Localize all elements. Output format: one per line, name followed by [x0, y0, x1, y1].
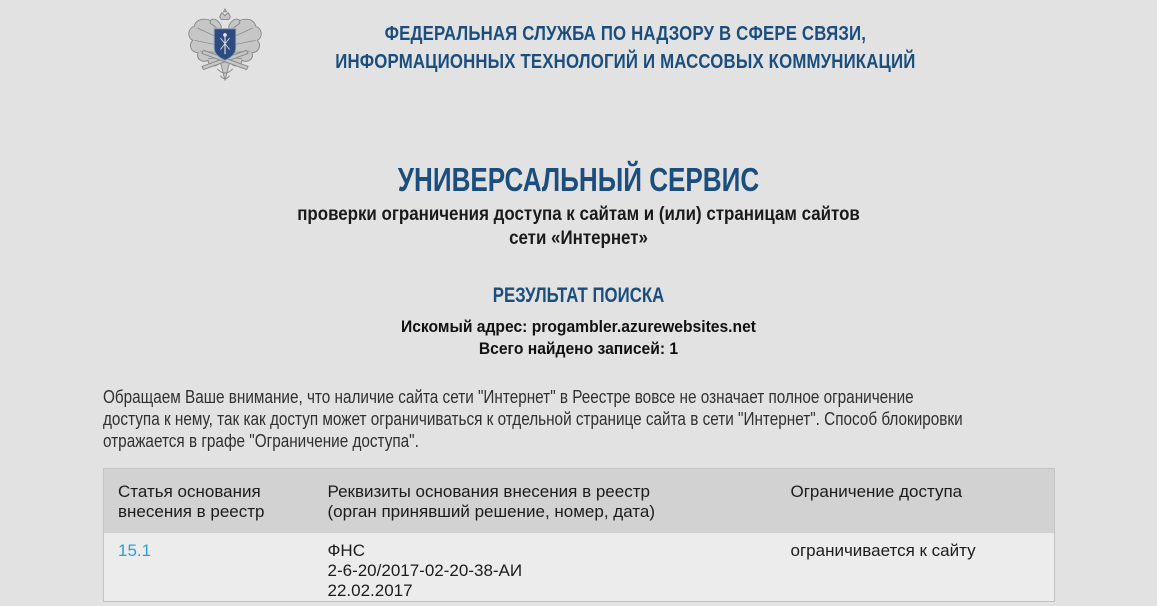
searched-address-line: [46, 316, 1110, 338]
column-header-article: [104, 469, 314, 534]
site-header: [0, 0, 1157, 90]
service-title: УНИВЕРСАЛЬНЫЙ СЕРВИС: [397, 161, 760, 198]
cell-restriction: ограничивается к сайту: [790, 541, 976, 560]
notice-line3: отражается в графе "Ограничение доступа".: [103, 431, 419, 451]
records-found-label: Всего найдено записей:: [478, 339, 666, 358]
records-found-line: [46, 338, 1110, 360]
details-decision-date: 22.02.2017: [327, 581, 413, 600]
notice-line2: доступа к нему, так как доступ может ограничиваться к отдельной странице сайта в сети "Интернет". Способ блокировки: [103, 409, 963, 429]
details-authority: ФНС: [327, 541, 365, 560]
table-header-row: [104, 469, 1055, 534]
content-area: [103, 386, 1054, 602]
details-decision-number: 2-6-20/2017-02-20-38-АИ: [327, 561, 523, 580]
agency-name-line2: ИНФОРМАЦИОННЫХ ТЕХНОЛОГИЙ И МАССОВЫХ КОММУНИКАЦИЙ: [335, 51, 916, 73]
notice-text: [103, 386, 963, 452]
column-header-article-line1: Статья основания: [118, 482, 261, 501]
service-subtitle-line2: сети «Интернет»: [509, 228, 648, 249]
searched-address-value: progambler.azurewebsites.net: [531, 317, 756, 336]
cell-article: [104, 533, 314, 602]
results-table: [103, 468, 1055, 602]
article-link[interactable]: 15.1: [118, 541, 152, 560]
column-header-details: [314, 469, 777, 534]
service-subtitle-line1: проверки ограничения доступа к сайтам и (или) страницам сайтов: [297, 204, 860, 225]
agency-name-line1: ФЕДЕРАЛЬНАЯ СЛУЖБА ПО НАДЗОРУ В СФЕРЕ СВЯЗИ,: [384, 23, 867, 45]
service-subtitle: [64, 203, 1094, 251]
agency-name: [335, 20, 915, 76]
notice-line1: Обращаем Ваше внимание, что наличие сайта сети "Интернет" в Реестре вовсе не означает полное ограничение: [103, 387, 914, 407]
searched-address-label: Искомый адрес:: [400, 317, 528, 336]
cell-details: [314, 533, 777, 602]
column-header-details-line1: Реквизиты основания внесения в реестр: [327, 482, 650, 501]
column-header-article-line2: внесения в реестр: [118, 502, 265, 521]
column-header-restriction-line1: Ограничение доступа: [790, 482, 963, 501]
records-found-count: 1: [669, 339, 679, 358]
roskomnadzor-emblem-icon: [186, 8, 264, 88]
table-row: [104, 533, 1055, 602]
column-header-restriction: [777, 469, 1055, 534]
search-result-heading: РЕЗУЛЬТАТ ПОИСКА: [492, 284, 665, 307]
column-header-details-line2: (орган принявший решение, номер, дата): [327, 502, 655, 521]
